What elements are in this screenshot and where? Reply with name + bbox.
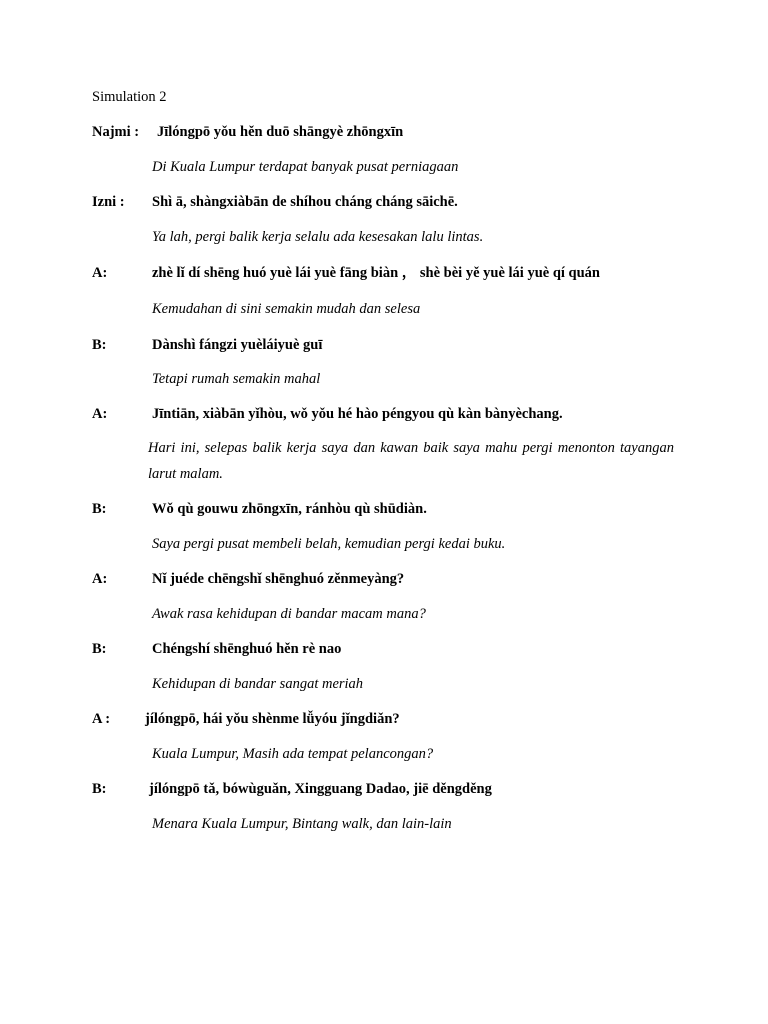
chinese-pinyin-line: Nǐ juéde chēngshǐ shēnghuó zěnmeyàng? <box>152 571 405 587</box>
chinese-pinyin-line: Dànshì fángzi yuèláiyuè guī <box>152 337 323 353</box>
speaker-label: B: <box>92 641 107 657</box>
chinese-pinyin-line: zhè lǐ dí shēng huó yuè lái yuè fāng biàn ， shè bèi yě yuè lái yuè qí quán <box>152 265 600 281</box>
chinese-pinyin-line: Jīlóngpō yǒu hěn duō shāngyè zhōngxīn <box>157 124 404 140</box>
chinese-pinyin-line: Wǒ qù gouwu zhōngxīn, ránhòu qù shūdiàn. <box>152 501 427 517</box>
speaker-label: A : <box>92 711 111 727</box>
malay-translation-line: Tetapi rumah semakin mahal <box>152 371 321 387</box>
document-title: Simulation 2 <box>92 89 167 105</box>
speaker-label: B: <box>92 781 107 797</box>
malay-translation-line: Kuala Lumpur, Masih ada tempat pelancongan? <box>152 746 434 762</box>
speaker-label: A: <box>92 406 108 422</box>
chinese-pinyin-line: jílóngpō, hái yǒu shènme lǚyóu jǐngdiǎn? <box>145 711 400 727</box>
speaker-label: Najmi : <box>92 124 140 140</box>
malay-translation-line: Saya pergi pusat membeli belah, kemudian pergi kedai buku. <box>152 536 506 552</box>
speaker-label: A: <box>92 265 108 281</box>
chinese-pinyin-line: Chéngshí shēnghuó hěn rè nao <box>152 641 342 657</box>
chinese-pinyin-line: Jīntiān, xiàbān yǐhòu, wǒ yǒu hé hào péngyou qù kàn bànyèchang. <box>152 406 563 422</box>
speaker-label: Izni : <box>92 194 125 210</box>
malay-translation-line: Di Kuala Lumpur terdapat banyak pusat perniagaan <box>152 159 459 175</box>
malay-translation-line: Awak rasa kehidupan di bandar macam mana? <box>152 606 426 622</box>
malay-translation-line: Kemudahan di sini semakin mudah dan selesa <box>152 301 421 317</box>
chinese-pinyin-line: Shì ā, shàngxiàbān de shíhou cháng cháng sāichē. <box>152 194 458 210</box>
speaker-label: B: <box>92 337 107 353</box>
speaker-label: B: <box>92 501 107 517</box>
speaker-label: A: <box>92 571 108 587</box>
malay-translation-line: Menara Kuala Lumpur, Bintang walk, dan lain-lain <box>152 816 452 832</box>
malay-translation-line: Ya lah, pergi balik kerja selalu ada kesesakan lalu lintas. <box>152 229 484 245</box>
chinese-pinyin-line: jílóngpō tǎ, bówùguǎn, Xingguang Dadao, jiē děngděng <box>149 781 492 797</box>
malay-translation-paragraph: Hari ini, selepas balik kerja saya dan kawan baik saya mahu pergi menonton tayangan larut malam. <box>148 440 674 482</box>
malay-translation-line: Kehidupan di bandar sangat meriah <box>152 676 364 692</box>
